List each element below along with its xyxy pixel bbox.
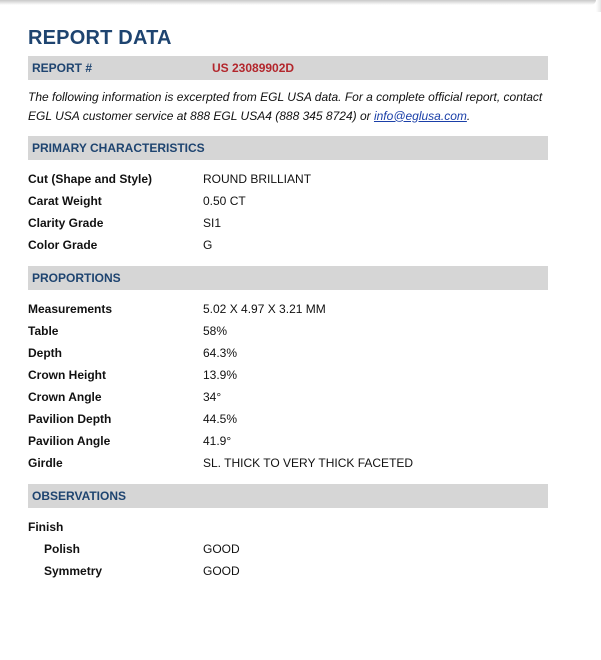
row-value: SL. THICK TO VERY THICK FACETED	[203, 456, 414, 470]
proportions-header: PROPORTIONS	[28, 266, 548, 290]
row-value: 13.9%	[203, 368, 238, 382]
report-number-label: REPORT #	[32, 61, 93, 75]
table-row	[28, 298, 548, 320]
intro-text: The following information is excerpted from EGL USA data. For a complete official report, contact EGL USA customer service at 888 EGL USA4 (888 345 8724) or	[28, 90, 543, 123]
row-label: Girdle	[28, 456, 63, 470]
row-value: G	[203, 238, 213, 252]
row-label: Pavilion Angle	[28, 434, 111, 448]
table-row	[28, 342, 548, 364]
table-row	[28, 212, 548, 234]
row-label: Clarity Grade	[28, 216, 104, 230]
report-number-value: US 23089902D	[212, 61, 295, 75]
row-value: GOOD	[203, 564, 240, 578]
table-row	[28, 320, 548, 342]
row-value: 41.9°	[203, 434, 232, 448]
row-value: 58%	[203, 324, 228, 338]
row-label: Depth	[28, 346, 62, 360]
primary-characteristics-list	[28, 160, 548, 266]
row-value: ROUND BRILLIANT	[203, 172, 312, 186]
table-row	[28, 430, 548, 452]
finish-row	[28, 516, 548, 538]
page-title: REPORT DATA	[28, 27, 172, 49]
proportions-list	[28, 290, 548, 484]
intro-text-end: .	[466, 108, 471, 123]
row-label: Carat Weight	[28, 194, 102, 208]
row-label: Pavilion Depth	[28, 412, 112, 426]
table-row	[28, 560, 548, 582]
table-row	[28, 408, 548, 430]
finish-label: Finish	[28, 520, 64, 534]
table-row	[28, 234, 548, 256]
row-label: Crown Angle	[28, 390, 102, 404]
intro-paragraph	[28, 88, 548, 126]
table-row	[28, 386, 548, 408]
row-value: GOOD	[203, 542, 240, 556]
row-value: 5.02 X 4.97 X 3.21 MM	[203, 302, 326, 316]
row-value: 0.50 CT	[203, 194, 246, 208]
row-label: Symmetry	[44, 564, 103, 578]
table-row	[28, 538, 548, 560]
row-value: 44.5%	[203, 412, 238, 426]
observations-header: OBSERVATIONS	[28, 484, 548, 508]
row-label: Cut (Shape and Style)	[28, 172, 153, 186]
row-label: Measurements	[28, 302, 113, 316]
row-label: Table	[28, 324, 59, 338]
table-row	[28, 364, 548, 386]
primary-characteristics-header: PRIMARY CHARACTERISTICS	[28, 136, 548, 160]
report-number-bar	[28, 56, 548, 80]
row-label: Color Grade	[28, 238, 98, 252]
table-row	[28, 168, 548, 190]
row-label: Crown Height	[28, 368, 106, 382]
window-right-shadow	[596, 0, 601, 12]
row-value: 34°	[203, 390, 222, 404]
report-content	[28, 26, 548, 592]
table-row	[28, 190, 548, 212]
email-link[interactable]: info@eglusa.com	[373, 108, 467, 123]
row-label: Polish	[44, 542, 81, 556]
row-value: 64.3%	[203, 346, 238, 360]
observations-list	[28, 508, 548, 592]
window-top-shadow	[0, 0, 596, 5]
row-value: SI1	[203, 216, 222, 230]
table-row	[28, 452, 548, 474]
